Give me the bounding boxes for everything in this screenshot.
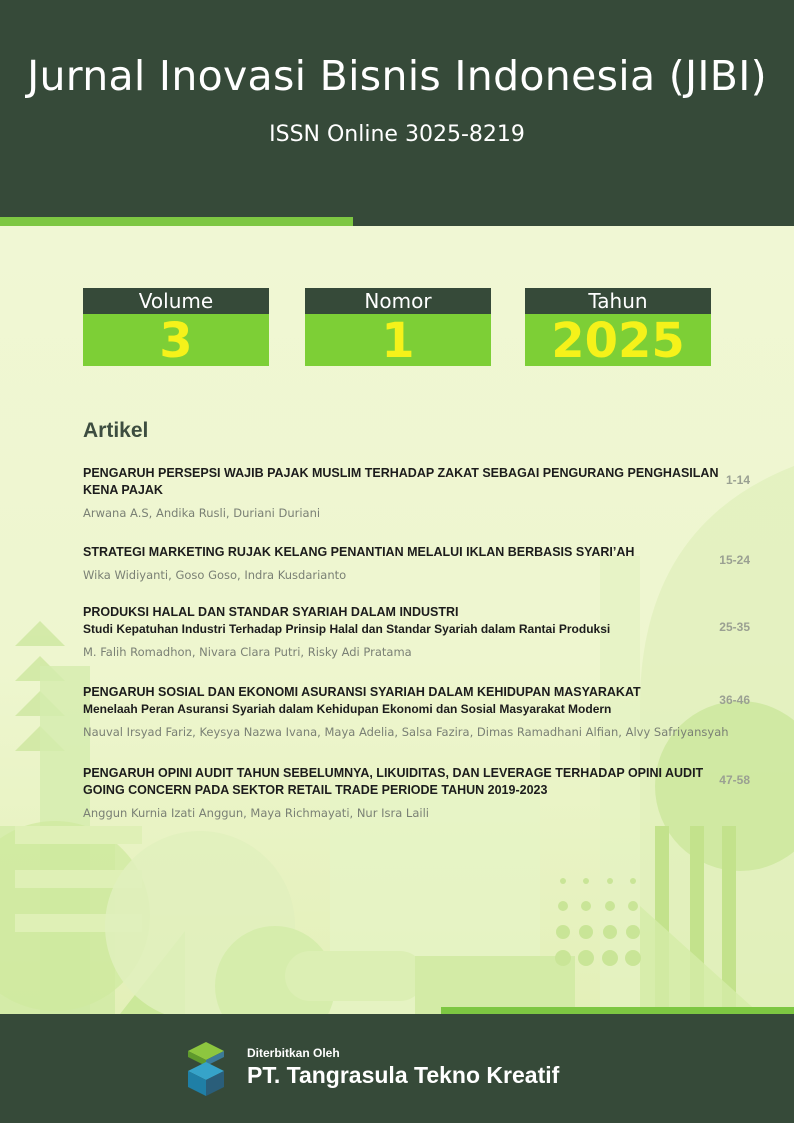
- publisher-logo-icon: [186, 1042, 226, 1096]
- article-title[interactable]: STRATEGI MARKETING RUJAK KELANG PENANTIAN MELALUI IKLAN BERBASIS SYARI’AH: [83, 545, 635, 559]
- article-authors: Anggun Kurnia Izati Anggun, Maya Richmayati, Nur Isra Laili: [83, 806, 429, 820]
- article-subtitle: Studi Kepatuhan Industri Terhadap Prinsip Halal dan Standar Syariah dalam Rantai Produksi: [83, 622, 611, 636]
- articles-heading: Artikel: [83, 419, 149, 442]
- year-label: Tahun: [525, 288, 711, 314]
- number-value: 1: [305, 314, 491, 366]
- publisher-name: PT. Tangrasula Tekno Kreatif: [247, 1062, 560, 1088]
- article-item[interactable]: [83, 765, 723, 820]
- article-subtitle: Menelaah Peran Asuransi Syariah dalam Kehidupan Ekonomi dan Sosial Masyarakat Modern: [83, 702, 612, 716]
- article-item[interactable]: [83, 604, 723, 659]
- year-value: 2025: [525, 314, 711, 366]
- article-authors: M. Falih Romadhon, Nivara Clara Putri, Risky Adi Pratama: [83, 645, 412, 659]
- article-authors: Wika Widiyanti, Goso Goso, Indra Kusdarianto: [83, 568, 347, 582]
- article-title[interactable]: PENGARUH PERSEPSI WAJIB PAJAK MUSLIM TERHADAP ZAKAT SEBAGAI PENGURANG PENGHASILAN KENA PAJAK: [83, 466, 719, 497]
- year-box: [525, 288, 711, 369]
- number-box: [305, 288, 491, 369]
- article-pages: 15-24: [719, 553, 750, 567]
- article-title[interactable]: PRODUKSI HALAL DAN STANDAR SYARIAH DALAM INDUSTRI: [83, 605, 459, 619]
- article-authors: Arwana A.S, Andika Rusli, Duriani Duriani: [83, 506, 321, 520]
- article-item[interactable]: [83, 684, 729, 739]
- cover-header: [0, 0, 794, 226]
- number-label: Nomor: [305, 288, 491, 314]
- journal-issn: ISSN Online 3025-8219: [269, 122, 525, 147]
- article-title[interactable]: PENGARUH SOSIAL DAN EKONOMI ASURANSI SYARIAH DALAM KEHIDUPAN MASYARAKAT: [83, 685, 641, 699]
- volume-value: 3: [83, 314, 269, 366]
- volume-box: [83, 288, 269, 369]
- publisher-label: Diterbitkan Oleh: [247, 1046, 340, 1060]
- article-pages: 36-46: [719, 693, 750, 707]
- article-item[interactable]: [83, 465, 723, 520]
- article-title[interactable]: PENGARUH OPINI AUDIT TAHUN SEBELUMNYA, LIKUIDITAS, DAN LEVERAGE TERHADAP OPINI AUDIT GOING CONCERN PADA SEKTOR RETAIL TRADE PERIODE TAHUN 2019-2023: [83, 766, 704, 797]
- article-pages: 47-58: [719, 773, 750, 787]
- article-pages: 1-14: [725, 473, 750, 487]
- article-authors: Nauval Irsyad Fariz, Keysya Nazwa Ivana, Maya Adelia, Salsa Fazira, Dimas Ramadhani Alfian, Alvy Safriyansyah: [83, 725, 729, 739]
- journal-title: Jurnal Inovasi Bisnis Indonesia (JIBI): [27, 52, 767, 100]
- accent-bar-top: [0, 217, 353, 226]
- article-item[interactable]: [83, 544, 723, 582]
- article-pages: 25-35: [719, 620, 750, 634]
- volume-label: Volume: [83, 288, 269, 314]
